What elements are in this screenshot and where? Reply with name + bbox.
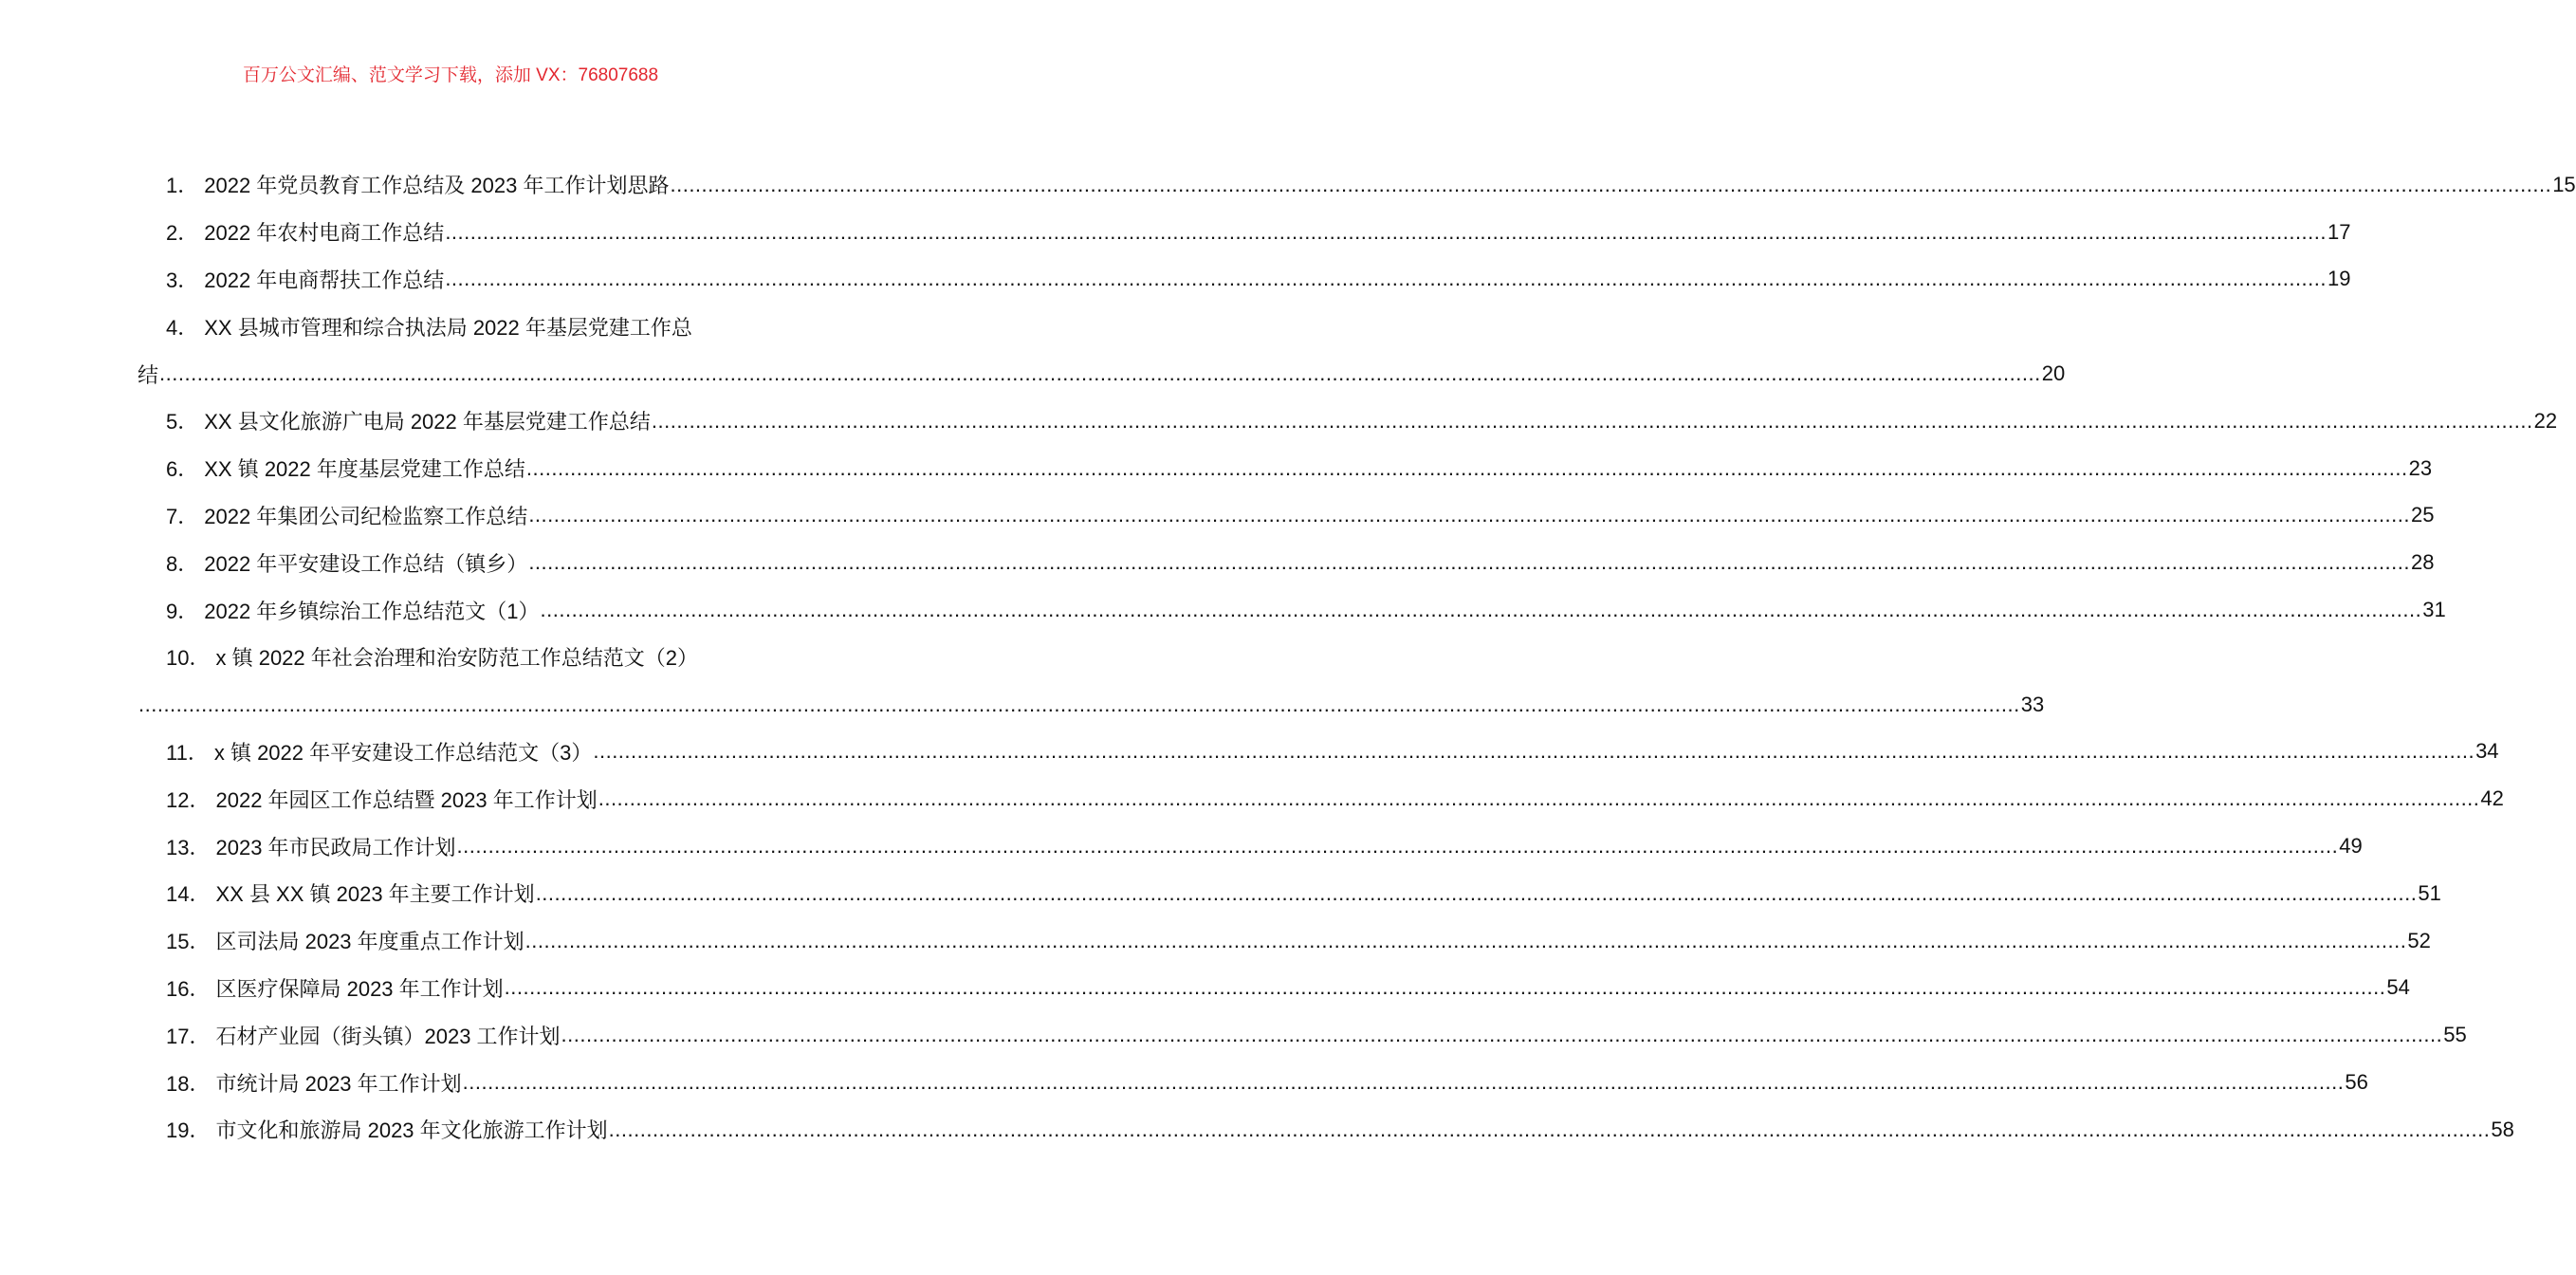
dot-leader: ............................................................................................................................................................................................................................................................................................................	[651, 408, 2533, 433]
toc-entry[interactable]	[138, 965, 2410, 1012]
toc-entry[interactable]	[138, 917, 2431, 965]
toc-entry-page: 51	[2418, 880, 2441, 905]
toc-entry[interactable]	[138, 492, 2435, 540]
toc-entry-page: 20	[2041, 361, 2066, 386]
toc-entry[interactable]	[138, 634, 764, 681]
dot-leader: ............................................................................................................................................................................................................................................................................................................	[462, 1070, 2345, 1095]
toc-entry-title: XX 县城市管理和综合执法局 2022 年基层党建工作总	[204, 315, 692, 340]
toc-entry-title: 石材产业园（街头镇）2023 工作计划	[215, 1024, 561, 1048]
toc-entry-title: 2022 年党员教育工作总结及 2023 年工作计划思路	[204, 174, 670, 198]
toc-entry-number: 16．	[166, 976, 211, 1001]
toc-entry-page: 25	[2411, 503, 2435, 527]
toc-entry-page: 28	[2411, 550, 2435, 575]
toc-entry-page: 42	[2480, 786, 2504, 811]
toc-entry-number: 18．	[166, 1071, 211, 1096]
toc-entry-title: XX 镇 2022 年度基层党建工作总结	[204, 457, 525, 482]
dot-leader: ............................................................................................................................................................................................................................................................................................................	[504, 975, 2386, 1000]
toc-entry-page: 56	[2345, 1070, 2368, 1095]
table-of-contents	[138, 161, 2576, 1154]
toc-entry-title: x 镇 2022 年平安建设工作总结范文（3）	[213, 740, 593, 765]
dot-leader: ............................................................................................................................................................................................................................................................................................................	[445, 267, 2328, 291]
toc-entry-title: 2022 年园区工作总结暨 2023 年工作计划	[215, 787, 598, 812]
toc-entry-title: 市统计局 2023 年工作计划	[215, 1071, 462, 1096]
toc-entry-title: 2023 年市民政局工作计划	[215, 835, 456, 859]
toc-entry-number: 3．	[166, 268, 199, 292]
toc-entry-page: 33	[2020, 692, 2045, 716]
toc-entry-page: 52	[2407, 928, 2431, 952]
toc-entry-title: 2022 年平安建设工作总结（镇乡）	[204, 551, 528, 576]
toc-entry-title: 市文化和旅游局 2023 年文化旅游工作计划	[215, 1118, 608, 1143]
toc-entry-title: XX 县文化旅游广电局 2022 年基层党建工作总结	[204, 410, 651, 434]
toc-entry-number: 14．	[166, 882, 211, 907]
toc-entry[interactable]	[138, 256, 2351, 304]
toc-entry-number: 5．	[166, 410, 199, 434]
toc-entry-page: 22	[2533, 408, 2558, 433]
toc-entry-number: 12．	[166, 787, 211, 812]
toc-entry[interactable]	[138, 775, 2504, 822]
toc-entry-page: 19	[2328, 267, 2351, 291]
toc-entry[interactable]	[138, 1059, 2368, 1106]
toc-entry-number: 9．	[166, 599, 199, 623]
toc-entry-number: 4．	[166, 315, 199, 340]
toc-entry[interactable]	[138, 1106, 2514, 1154]
toc-entry-title-continued: 结	[138, 362, 159, 387]
toc-entry-page: 17	[2328, 219, 2351, 244]
toc-entry-number: 7．	[166, 504, 199, 528]
toc-entry-title: 2022 年电商帮扶工作总结	[204, 268, 445, 292]
dot-leader: ............................................................................................................................................................................................................................................................................................................	[598, 786, 2480, 811]
toc-entry-page: 55	[2443, 1023, 2467, 1047]
toc-entry-title: XX 县 XX 镇 2023 年主要工作计划	[215, 882, 535, 907]
dot-leader: ............................................................................................................................................................................................................................................................................................................	[159, 361, 2041, 386]
toc-entry-page: 49	[2339, 834, 2363, 859]
dot-leader: ............................................................................................................................................................................................................................................................................................................	[608, 1117, 2491, 1141]
toc-entry-number: 8．	[166, 551, 199, 576]
dot-leader: ............................................................................................................................................................................................................................................................................................................	[528, 503, 2411, 527]
toc-entry-page: 58	[2491, 1117, 2514, 1141]
toc-entry-page: 34	[2475, 739, 2499, 764]
toc-entry-page: 54	[2386, 975, 2410, 1000]
dot-leader: ............................................................................................................................................................................................................................................................................................................	[138, 692, 2020, 716]
toc-entry-number: 11．	[166, 740, 209, 765]
document-header-watermark: 百万公文汇编、范文学习下载，添加 VX：76807688	[242, 65, 659, 85]
dot-leader: ............................................................................................................................................................................................................................................................................................................	[593, 739, 2475, 764]
toc-entry-continuation[interactable]	[138, 681, 2045, 729]
toc-entry-title: 2022 年集团公司纪检监察工作总结	[204, 504, 528, 528]
dot-leader: ............................................................................................................................................................................................................................................................................................................	[535, 880, 2418, 905]
toc-entry[interactable]	[138, 729, 2499, 776]
toc-entry-title: 区司法局 2023 年度重点工作计划	[215, 930, 524, 954]
toc-entry-number: 1．	[166, 174, 199, 198]
toc-entry-page: 23	[2408, 455, 2433, 480]
toc-entry-continuation[interactable]	[138, 350, 2066, 397]
toc-entry[interactable]	[138, 303, 764, 350]
toc-entry-page: 15	[2552, 172, 2576, 196]
toc-entry-number: 13．	[166, 835, 211, 859]
dot-leader: ............................................................................................................................................................................................................................................................................................................	[561, 1023, 2443, 1047]
toc-entry-number: 15．	[166, 930, 211, 954]
toc-entry[interactable]	[138, 822, 2363, 870]
toc-entry-page: 31	[2422, 598, 2446, 622]
toc-entry[interactable]	[138, 1011, 2467, 1059]
toc-entry-number: 6．	[166, 457, 199, 482]
dot-leader: ............................................................................................................................................................................................................................................................................................................	[524, 928, 2407, 952]
toc-entry-number: 2．	[166, 221, 199, 246]
dot-leader: ............................................................................................................................................................................................................................................................................................................	[456, 834, 2339, 859]
toc-entry-number: 10．	[166, 646, 211, 671]
toc-entry-title: 2022 年农村电商工作总结	[204, 221, 445, 246]
dot-leader: ............................................................................................................................................................................................................................................................................................................	[445, 219, 2328, 244]
dot-leader: ............................................................................................................................................................................................................................................................................................................	[528, 550, 2411, 575]
toc-entry[interactable]	[138, 161, 2576, 209]
toc-entry-number: 17．	[166, 1024, 211, 1048]
toc-entry[interactable]	[138, 209, 2351, 256]
dot-leader: ............................................................................................................................................................................................................................................................................................................	[670, 172, 2552, 196]
toc-entry-title: 2022 年乡镇综治工作总结范文（1）	[204, 599, 540, 623]
dot-leader: ............................................................................................................................................................................................................................................................................................................	[540, 598, 2422, 622]
toc-entry[interactable]	[138, 586, 2446, 634]
toc-entry[interactable]	[138, 539, 2435, 586]
dot-leader: ............................................................................................................................................................................................................................................................................................................	[525, 455, 2408, 480]
toc-entry-title: 区医疗保障局 2023 年工作计划	[215, 976, 504, 1001]
toc-entry-number: 19．	[166, 1118, 211, 1143]
toc-entry-title: x 镇 2022 年社会治理和治安防范工作总结范文（2）	[215, 646, 698, 671]
toc-entry[interactable]	[138, 870, 2441, 917]
toc-entry[interactable]	[138, 397, 2558, 445]
toc-entry[interactable]	[138, 445, 2433, 492]
